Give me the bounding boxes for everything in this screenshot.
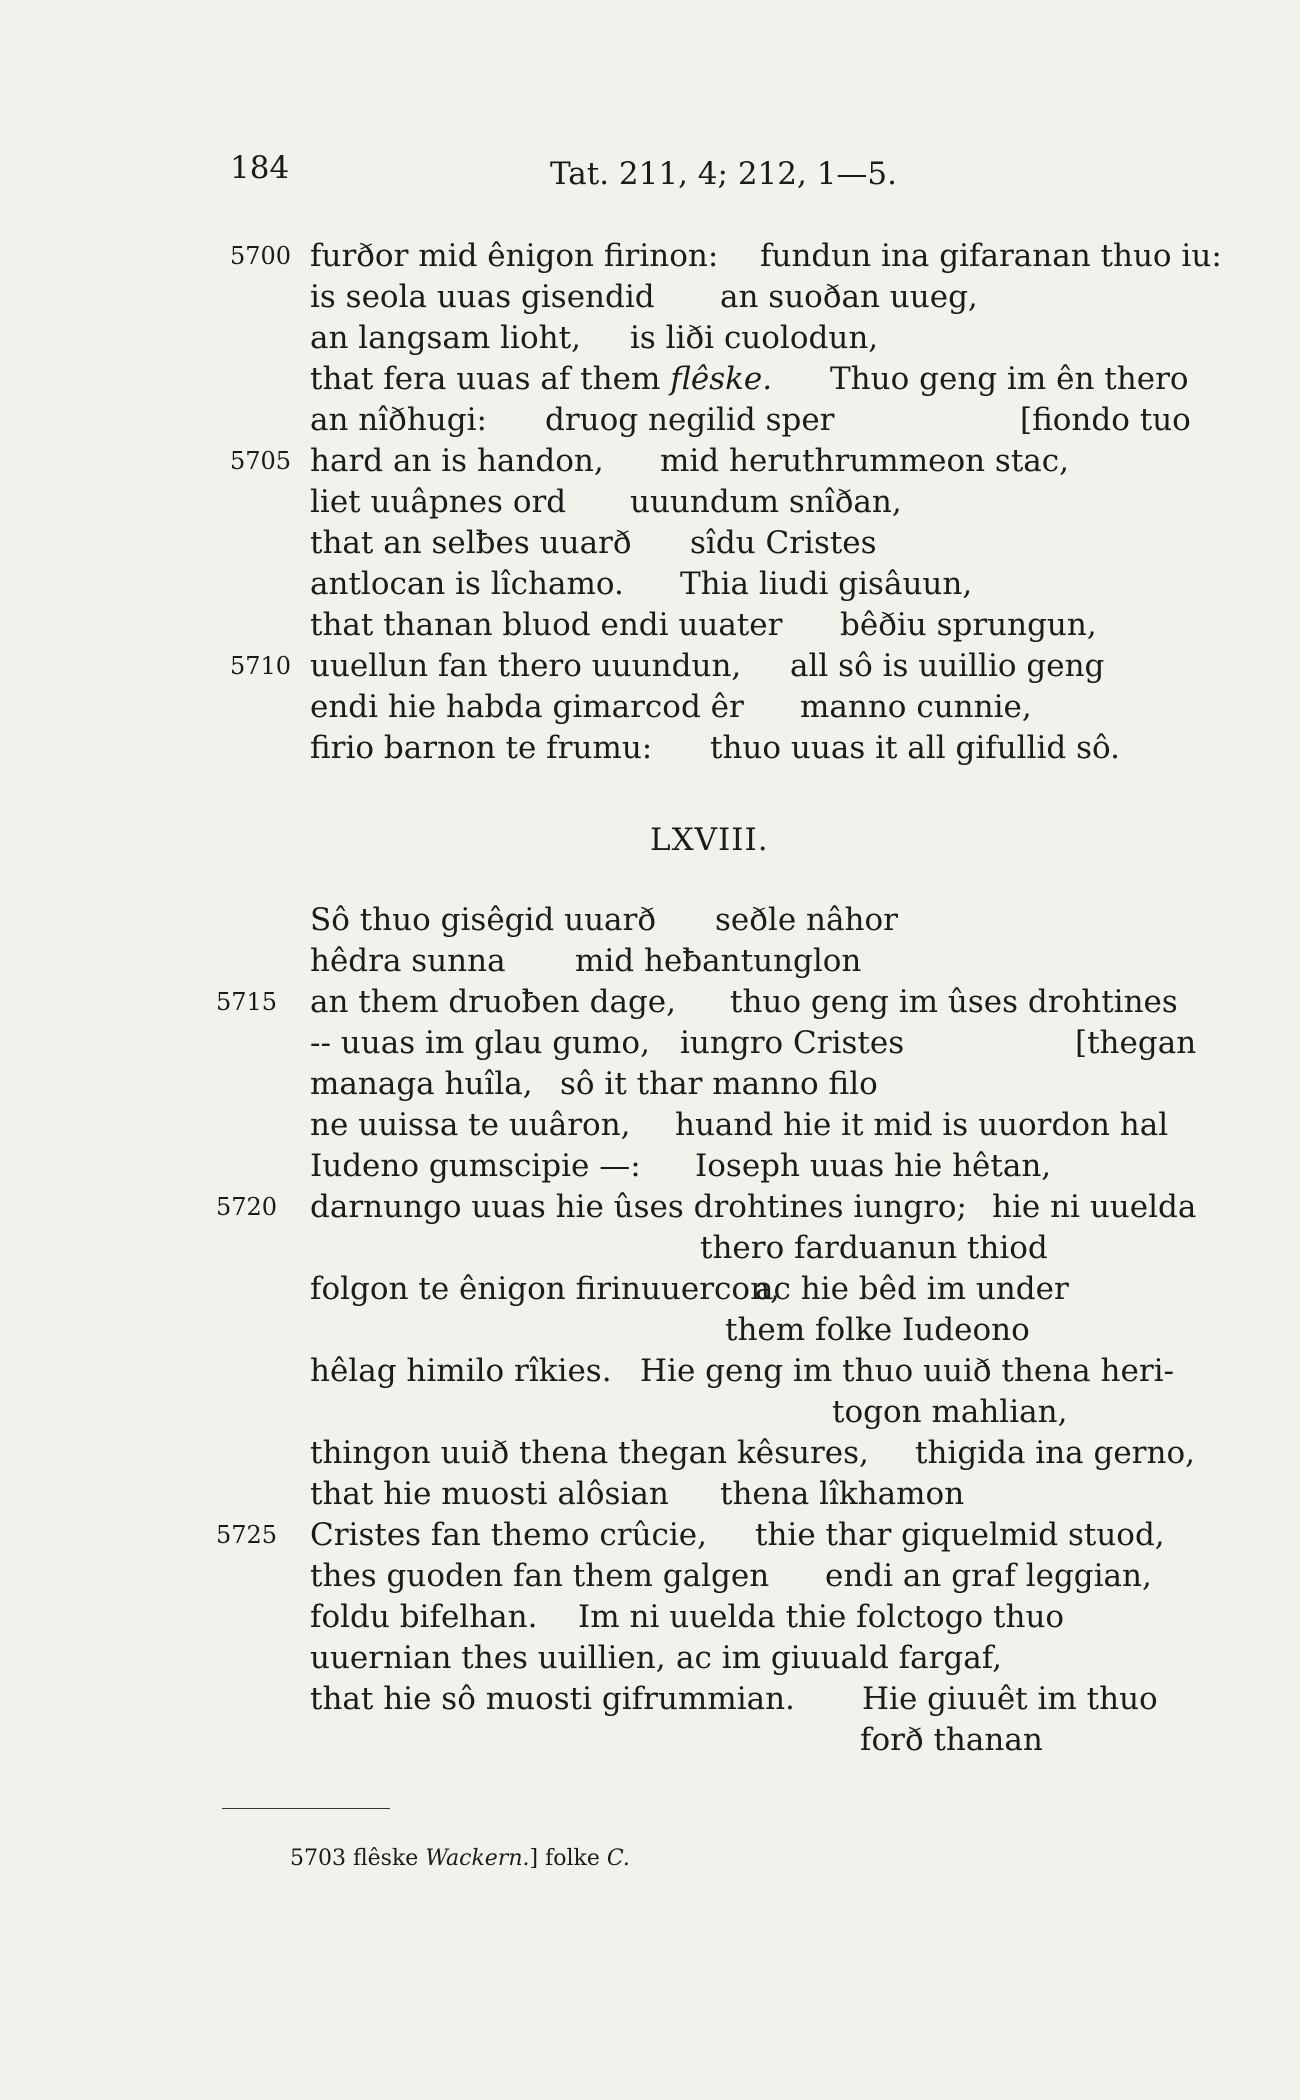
verse-line: mid heƀantunglon — [575, 943, 862, 979]
verse-line: Im ni uuelda thie folctogo thuo — [578, 1599, 1065, 1635]
verse-line: antlocan is lîchamo. — [310, 566, 624, 602]
verse-line: thie thar giquelmid stuod, — [755, 1517, 1165, 1553]
verse-line: thuo uuas it all gifullid sô. — [710, 730, 1120, 766]
verse-line: ac im giuuald fargaf, — [676, 1640, 1002, 1676]
verse-line: that thanan bluod endi uuater — [310, 607, 783, 643]
line-number: 5700 — [230, 242, 292, 270]
footnote: 5703 flêske Wackern.] folke C. — [290, 1846, 630, 1871]
verse-line: an langsam lioht, — [310, 320, 581, 356]
verse-line: thigida ina gerno, — [915, 1435, 1195, 1471]
verse-line: Hie giuuêt im thuo — [862, 1681, 1158, 1717]
verse-line: ne uuissa te uuâron, — [310, 1107, 631, 1143]
verse-line: druog negilid sper — [545, 402, 835, 438]
verse-line: thero farduanun thiod — [700, 1230, 1048, 1266]
verse-line: Ioseph uuas hie hêtan, — [695, 1148, 1052, 1184]
verse-line: [fiondo tuo — [1020, 402, 1191, 438]
verse-line: Cristes fan themo crûcie, — [310, 1517, 708, 1553]
running-title: Tat. 211, 4; 212, 1—5. — [550, 156, 897, 192]
verse-line: endi hie habda gimarcod êr — [310, 689, 744, 725]
verse-line: thingon uuið thena thegan kêsures, — [310, 1435, 869, 1471]
verse-line: managa huîla, — [310, 1066, 533, 1102]
verse-line: that hie sô muosti gifrummian. — [310, 1681, 795, 1717]
line-number: 5715 — [216, 988, 278, 1016]
verse-line: Thuo geng im ên thero — [830, 361, 1189, 397]
verse-line: that hie muosti alôsian — [310, 1476, 669, 1512]
verse-line: endi an graf leggian, — [825, 1558, 1152, 1594]
verse-line: sô it thar manno filo — [560, 1066, 878, 1102]
line-number: 5725 — [216, 1521, 278, 1549]
verse-line: that an selƀes uuarð — [310, 525, 632, 561]
verse-line: hie ni uuelda — [992, 1189, 1197, 1225]
verse-line: uuellun fan thero uuundun, — [310, 648, 742, 684]
verse-line: firio barnon te frumu: — [310, 730, 653, 766]
verse-line: Iudeno gumscipie —: — [310, 1148, 641, 1184]
verse-line: an nîðhugi: — [310, 402, 487, 438]
verse-line: Sô thuo gisêgid uuarð — [310, 902, 657, 938]
verse-line: hard an is handon, — [310, 443, 604, 479]
verse-line: liet uuâpnes ord — [310, 484, 567, 520]
verse-line: hêdra sunna — [310, 943, 506, 979]
verse-line: bêðiu sprungun, — [840, 607, 1097, 643]
verse-line: huand hie it mid is uuordon hal — [675, 1107, 1169, 1143]
verse-line: ac hie bêd im under — [755, 1271, 1069, 1307]
verse-line: uuernian thes uuillien, — [310, 1640, 666, 1676]
verse-line: them folke Iudeono — [725, 1312, 1030, 1348]
verse-line: is liði cuolodun, — [630, 320, 879, 356]
verse-line: iungro Cristes — [680, 1025, 905, 1061]
verse-line: togon mahlian, — [832, 1394, 1068, 1430]
verse-line: foldu bifelhan. — [310, 1599, 538, 1635]
verse-line: -- uuas im glau gumo, — [310, 1025, 650, 1061]
verse-line: folgon te ênigon firinuuercon, — [310, 1271, 780, 1307]
section-heading: LXVIII. — [650, 822, 769, 858]
verse-line: fundun ina gifaranan thuo iu: — [760, 238, 1222, 274]
verse-line: hêlag himilo rîkies. — [310, 1353, 612, 1389]
verse-line: thena lîkhamon — [720, 1476, 965, 1512]
verse-line: Thia liudi gisâuun, — [680, 566, 973, 602]
verse-line: seðle nâhor — [715, 902, 898, 938]
verse-line: is seola uuas gisendid — [310, 279, 655, 315]
verse-line: darnungo uuas hie ûses drohtines iungro; — [310, 1189, 967, 1225]
verse-line: sîdu Cristes — [690, 525, 877, 561]
verse-line: thes guoden fan them galgen — [310, 1558, 770, 1594]
line-number: 5710 — [230, 652, 292, 680]
verse-line: an suoðan uueg, — [720, 279, 978, 315]
line-number: 5720 — [216, 1193, 278, 1221]
line-number: 5705 — [230, 447, 292, 475]
verse-line: thuo geng im ûses drohtines — [730, 984, 1178, 1020]
verse-line: an them druoƀen dage, — [310, 984, 676, 1020]
verse-line: that fera uuas af them flêske. — [310, 361, 773, 397]
footnote-divider — [222, 1808, 390, 1809]
verse-line: mid heruthrummeon stac, — [660, 443, 1069, 479]
verse-line: all sô is uuillio geng — [790, 648, 1105, 684]
verse-line: furðor mid ênigon firinon: — [310, 238, 719, 274]
verse-line: Hie geng im thuo uuið thena heri- — [640, 1353, 1175, 1389]
verse-line: uuundum snîðan, — [630, 484, 902, 520]
verse-line: [thegan — [1075, 1025, 1197, 1061]
verse-line: manno cunnie, — [800, 689, 1032, 725]
page-number: 184 — [230, 150, 290, 186]
verse-line: forð thanan — [860, 1722, 1043, 1758]
